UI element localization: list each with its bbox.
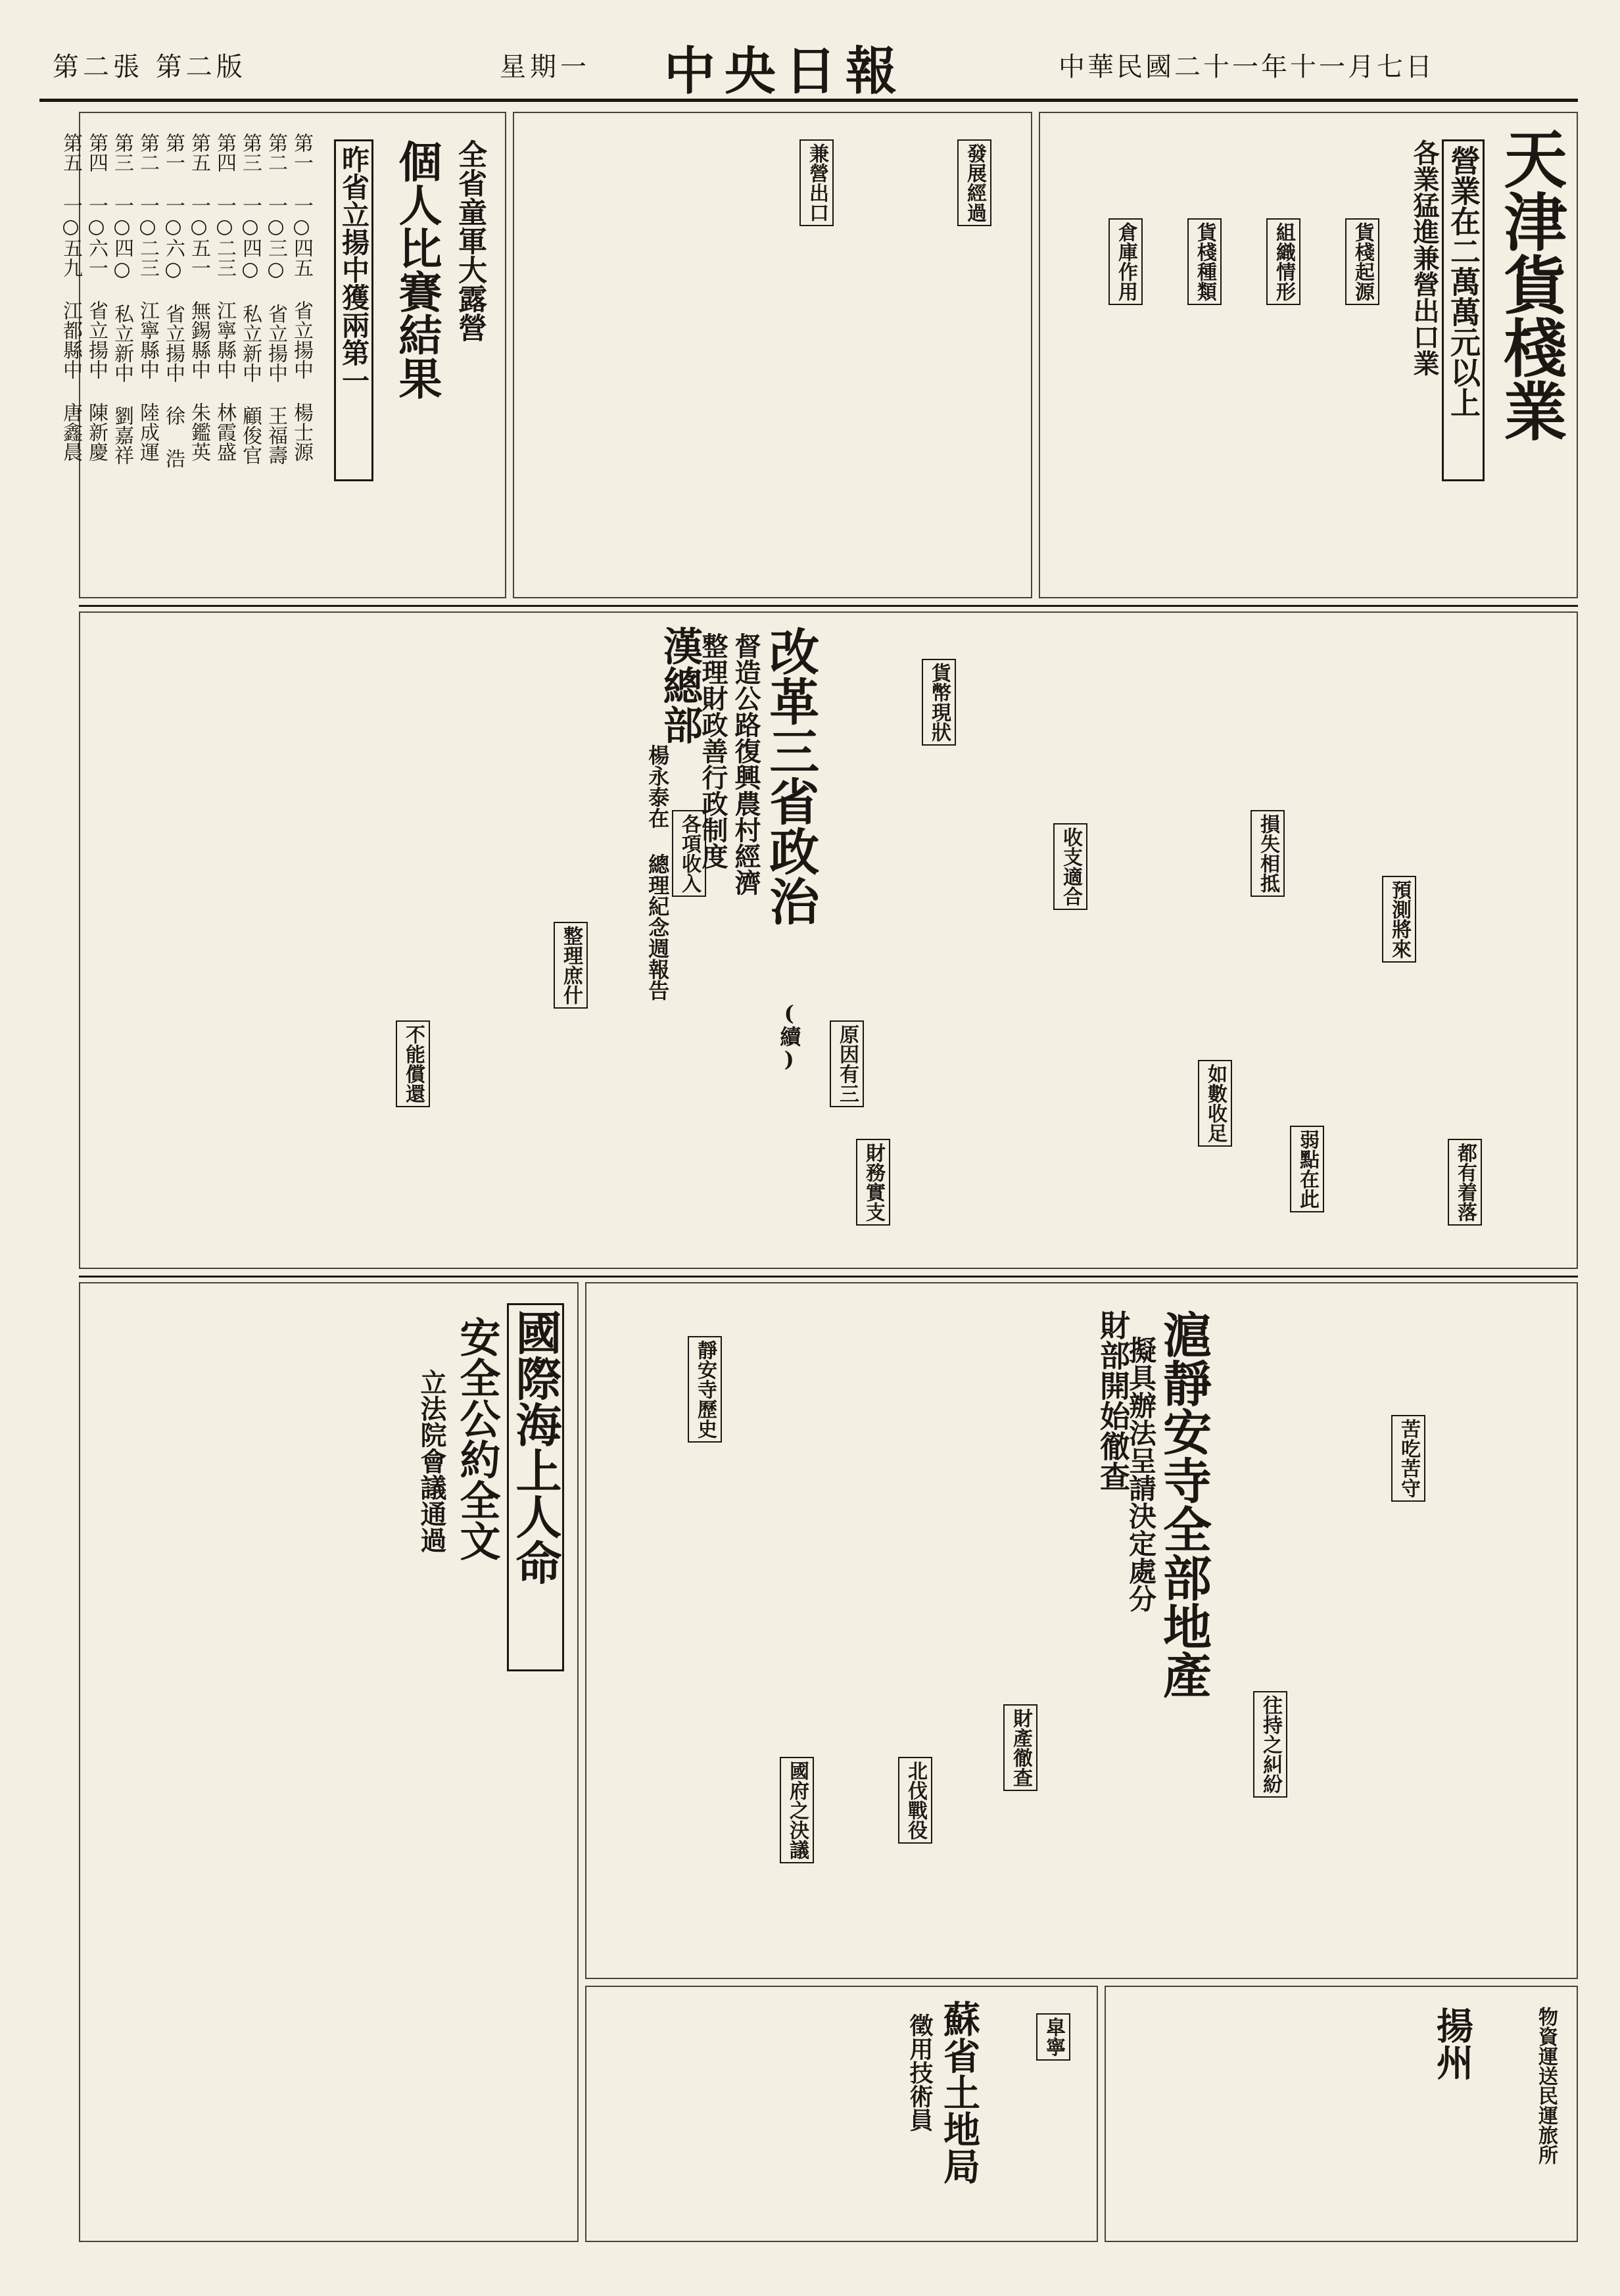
result-row: 第四 一○二三 江寧縣中 林霞盛 (213, 133, 236, 462)
jingan-subheadline: 財部開始徹查 (1095, 1310, 1131, 1491)
tag-full-collection: 如數收足 (1198, 1060, 1232, 1147)
tianjin-subheadline-2: 各業猛進兼營出口業 (1409, 139, 1440, 376)
suzhou-subheadline: 徵用技術員 (906, 2013, 934, 2132)
tag-cannot-repay: 不能償還 (396, 1020, 430, 1107)
tag-all-settled: 都有着落 (1448, 1139, 1482, 1226)
result-row: 第二 一○二三 江寧縣中 陸成運 (136, 133, 159, 462)
tag-revenue-items: 各項收入 (672, 810, 706, 897)
tag-weak-point: 弱點在此 (1290, 1126, 1324, 1212)
tag-balance: 收支適合 (1053, 823, 1087, 910)
result-row: 第一 一○六○ 省立揚中 徐 浩 (162, 133, 185, 468)
horizontal-rule (79, 605, 1578, 607)
jingan-subheadline-2: 擬具辦法呈請決定處分 (1125, 1336, 1157, 1612)
tianjin-continued (513, 112, 1032, 598)
result-row: 第四 一○六一 省立揚中 陳新慶 (85, 133, 108, 462)
tianjin-headline: 天津貨棧業 (1494, 126, 1568, 442)
hankou-speaker: 楊永泰在 總理紀念週報告 (645, 744, 671, 1001)
hankou-department: 漢總部 (657, 626, 703, 744)
tag-government-decision: 國府之決議 (780, 1757, 814, 1863)
sports-subheadline: 昨省立揚中獲兩第一 (334, 139, 373, 481)
result-row: 第一 一○四五 省立揚中 楊士源 (290, 133, 313, 462)
tag-property-audit: 財產徹查 (1003, 1704, 1037, 1791)
hankou-headline: 改革三省政治 (761, 626, 820, 926)
tag-offset-loss: 損失相抵 (1251, 810, 1285, 897)
result-row: 第三 一○四○ 私立新中 顧俊官 (239, 133, 262, 465)
hankou-subheadline: 督造公路復興農村經濟 (730, 633, 761, 896)
maritime-article (79, 1282, 579, 2242)
tianjin-tag-types: 貨棧種類 (1187, 218, 1222, 305)
tag-hardship: 苦吃苦守 (1391, 1415, 1425, 1502)
sports-article (59, 112, 506, 598)
tag-temple-history: 靜安寺歷史 (688, 1336, 722, 1443)
jingan-headline: 滬靜安寺全部地產 (1155, 1310, 1212, 1699)
suzhou-article (585, 1986, 1098, 2242)
horizontal-rule (79, 1276, 1578, 1278)
result-row: 第五 一○五九 江都縣中 唐鑫晨 (59, 133, 82, 462)
tianjin-tag-organization: 組織情形 (1266, 218, 1300, 305)
yangzhou-headline: 揚州 (1431, 2007, 1474, 2080)
tag-actual-expense: 財務實支 (856, 1139, 890, 1226)
sports-results-list (59, 133, 314, 586)
tianjin-tag-origin: 貨棧起源 (1345, 218, 1379, 305)
result-row: 第二 一○三○ 省立揚中 王福壽 (264, 133, 287, 465)
result-row: 第三 一○四○ 私立新中 劉嘉祥 (110, 133, 133, 465)
suzhou-headline: 蘇省土地局 (938, 2000, 981, 2184)
jingan-article (585, 1282, 1578, 1979)
tianjin-tag-export: 兼營出口 (799, 139, 834, 226)
yangzhou-article (1105, 1986, 1578, 2242)
tag-gaoning: 皐寧 (1036, 2013, 1070, 2061)
tag-northern-expedition: 北伐戰役 (898, 1757, 932, 1844)
page-number: 第二張 第二版 (53, 52, 247, 82)
maritime-subheadline: 立法院會議通過 (416, 1369, 447, 1553)
tag-sundries: 整理庶什 (554, 922, 588, 1009)
yangzhou-note: 物資運送民運旅所 (1535, 2007, 1558, 2164)
tag-currency: 貨幣現狀 (922, 659, 956, 746)
sports-headline: 個人比賽結果 (391, 139, 442, 400)
weekday: 星期一 (500, 52, 590, 82)
tianjin-article (1039, 112, 1578, 598)
maritime-headline-2: 安全公約全文 (453, 1316, 501, 1561)
hankou-subheadline-2: 整理財政善行政制度 (698, 633, 728, 869)
maritime-headline: 國際海上人命 (507, 1303, 565, 1671)
issue-date: 中華民國二十一年十一月七日 (1059, 52, 1435, 82)
hankou-note: (續) (776, 1001, 802, 1072)
paper-name: 中央日報 (664, 41, 907, 101)
masthead (39, 26, 1578, 102)
tag-forecast: 預測將來 (1382, 876, 1416, 963)
hankou-article (79, 611, 1578, 1269)
tianjin-subheadline: 營業在二萬萬元以上 (1442, 139, 1485, 481)
newspaper-page (39, 26, 1578, 2249)
tag-abbot-dispute: 往持之糾紛 (1253, 1691, 1287, 1798)
tianjin-tag-development: 發展經過 (957, 139, 991, 226)
tag-three-reasons: 原因有三 (830, 1020, 864, 1107)
tianjin-tag-warehouse: 倉庫作用 (1108, 218, 1143, 305)
sports-kicker: 全省童軍大露營 (453, 139, 487, 342)
result-row: 第五 一○五一 無錫縣中 朱鑑英 (187, 133, 210, 462)
